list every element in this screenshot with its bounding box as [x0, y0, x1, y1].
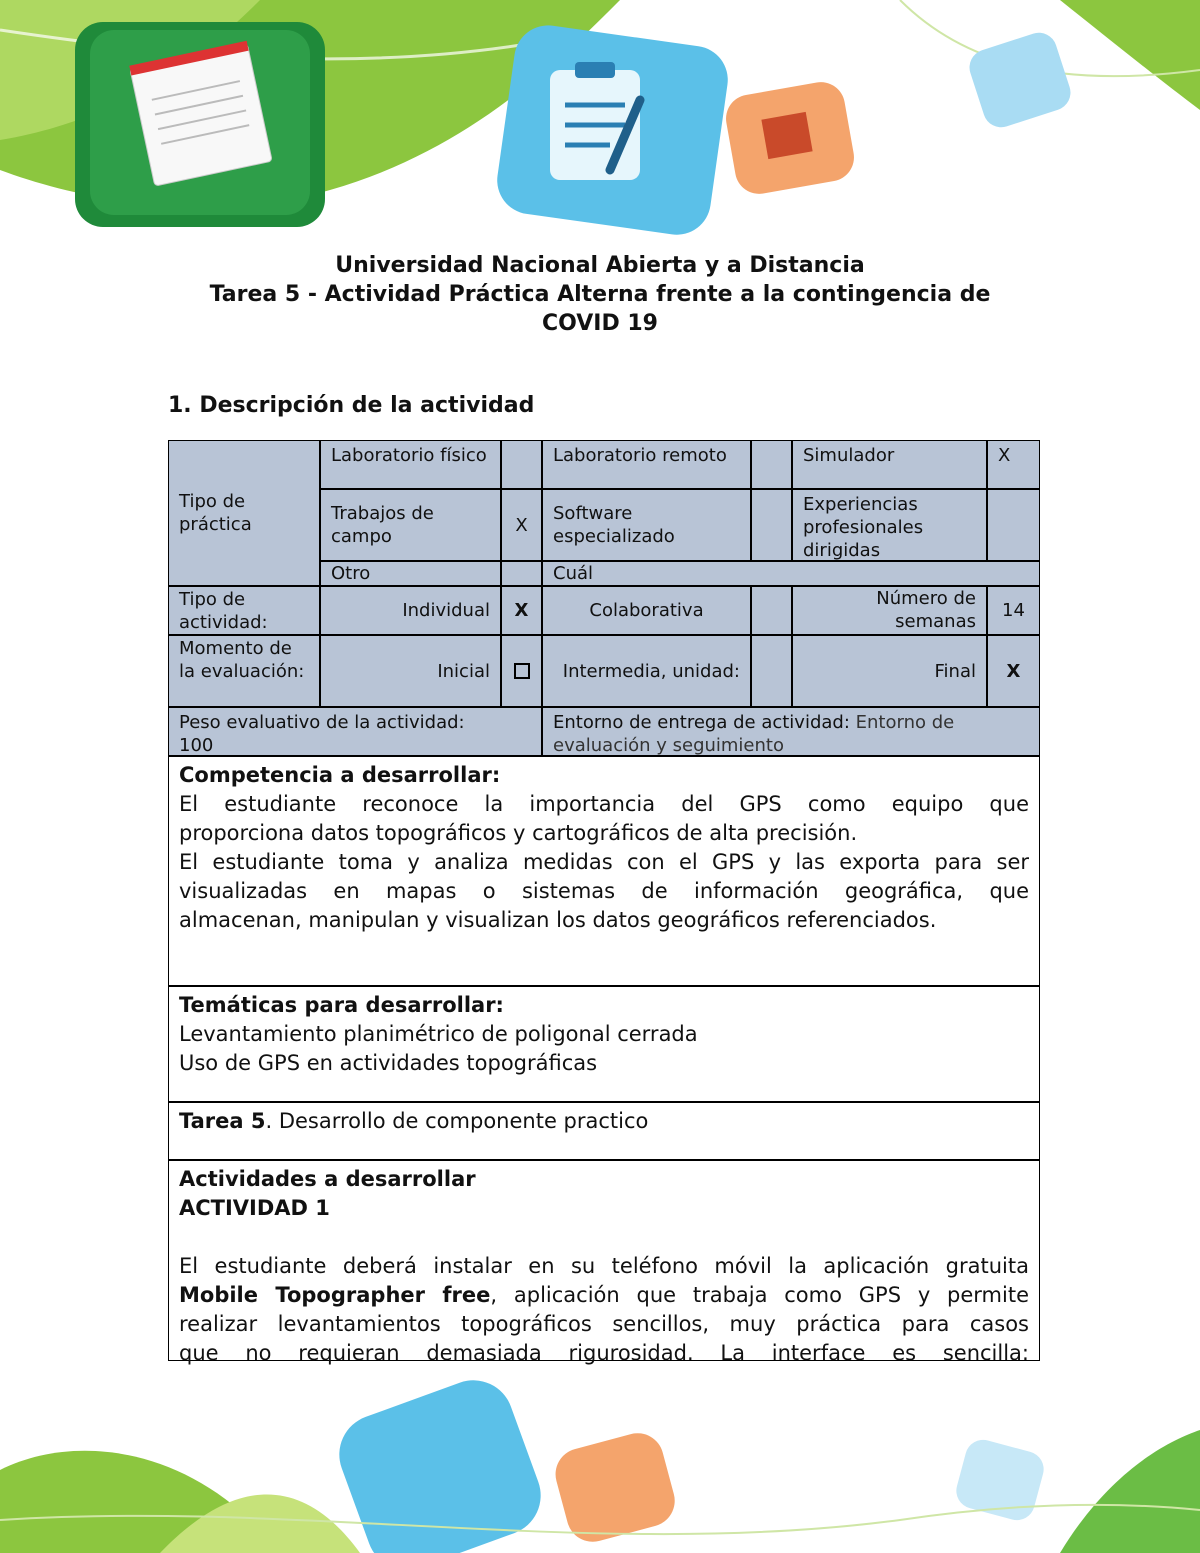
lab-remoto-mark: [751, 440, 792, 489]
competencia-title: Competencia a desarrollar:: [179, 763, 501, 787]
competencia-line: visualizadas en mapas o sistemas de información geográfica, que: [179, 879, 1029, 903]
intermedia-label: Intermedia, unidad:: [542, 635, 751, 707]
actividad-line: que no requieran demasiada rigurosidad. La interface es sencilla:: [179, 1341, 1029, 1365]
final-label: Final: [792, 635, 987, 707]
actividades-cell: [168, 1160, 1040, 1365]
blue-tile: [965, 28, 1075, 132]
competencia-line: almacenan, manipulan y visualizan los datos geográficos referenciados.: [179, 908, 937, 932]
checkbox-icon: [514, 663, 530, 679]
bottom-green-right: [1060, 1430, 1200, 1553]
competencia-line: El estudiante reconoce la importancia del GPS como equipo que: [179, 792, 1029, 816]
numero-semanas-label: Número de semanas: [792, 586, 987, 635]
tarea-label: Tarea 5: [179, 1109, 266, 1133]
momento-label: Momento de la evaluación:: [168, 635, 320, 707]
actividad-1-paragraph: [179, 1252, 1029, 1368]
individual-label: Individual: [320, 586, 501, 635]
actividad-line-2: [179, 1281, 1029, 1310]
tematica-item: Levantamiento planimétrico de poligonal cerrada: [179, 1022, 698, 1046]
colaborativa-mark: [751, 586, 792, 635]
document-title-cont: COVID 19: [541, 311, 658, 336]
bottom-orange-tile: [550, 1427, 681, 1547]
competencia-text: [179, 790, 1029, 935]
simulador-mark: X: [987, 440, 1040, 489]
individual-mark: X: [501, 586, 542, 635]
actividad-line: realizar levantamientos topográficos sencillos, muy práctica para casos: [179, 1312, 1029, 1336]
experiencias-label: Experiencias profesionales dirigidas: [792, 489, 987, 561]
peso-cell: [168, 707, 542, 756]
inicial-checkbox: [501, 635, 542, 707]
otro-mark: [501, 561, 542, 586]
trabajos-campo-mark: X: [501, 489, 542, 561]
intermedia-mark: [751, 635, 792, 707]
otro-label: Otro: [320, 561, 501, 586]
trabajos-campo-label: Trabajos de campo: [320, 489, 501, 561]
actividad-line: El estudiante deberá instalar en su teléfono móvil la aplicación gratuita: [179, 1254, 1029, 1278]
tipo-actividad-label: Tipo de actividad:: [168, 586, 320, 635]
tipo-practica-label: Tipo de práctica: [168, 440, 320, 586]
actividades-title: Actividades a desarrollar: [179, 1167, 476, 1191]
notepad-icon: [75, 22, 325, 227]
entorno-value: Entorno de evaluación y seguimiento: [553, 712, 955, 756]
peso-label: Peso evaluativo de la actividad:: [179, 712, 465, 733]
entorno-label: Entorno de entrega de actividad:: [553, 712, 850, 733]
lab-fisico-label: Laboratorio físico: [320, 440, 501, 489]
document-title: Tarea 5 - Actividad Práctica Alterna frente a la contingencia de: [209, 282, 991, 307]
competencia-line: proporciona datos topográficos y cartográficos de alta precisión.: [179, 821, 858, 845]
bottom-blue-tile: [328, 1369, 552, 1553]
competencia-line: El estudiante toma y analiza medidas con el GPS y las exporta para ser: [179, 850, 1029, 874]
tarea-text: . Desarrollo de componente practico: [265, 1109, 649, 1133]
tematicas-cell: [168, 986, 1040, 1102]
actividad-1-title: ACTIVIDAD 1: [179, 1196, 330, 1220]
tematica-item: Uso de GPS en actividades topográficas: [179, 1051, 598, 1075]
entorno-cell: [542, 707, 1040, 756]
clipboard-icon: [493, 21, 732, 239]
competencia-cell: [168, 756, 1040, 986]
final-mark: X: [987, 635, 1040, 707]
inicial-label: Inicial: [320, 635, 501, 707]
tematicas-title: Temáticas para desarrollar:: [179, 993, 504, 1017]
lab-remoto-label: Laboratorio remoto: [542, 440, 751, 489]
colaborativa-label: Colaborativa: [542, 586, 751, 635]
actividad-line-2-rest: , aplicación que trabaja como GPS y permite: [490, 1283, 1029, 1307]
top-right-green: [1060, 0, 1200, 110]
cual-label: Cuál: [542, 561, 1040, 586]
numero-semanas-value: 14: [987, 586, 1040, 635]
peso-value: 100: [179, 735, 214, 756]
app-name: Mobile Topographer free: [179, 1283, 491, 1307]
tarea-cell: [168, 1102, 1040, 1160]
simulador-label: Simulador: [792, 440, 987, 489]
section-heading: 1. Descripción de la actividad: [168, 393, 535, 418]
software-label: Software especializado: [542, 489, 751, 561]
experiencias-mark: [987, 489, 1040, 561]
lab-fisico-mark: [501, 440, 542, 489]
software-mark: [751, 489, 792, 561]
university-title: Universidad Nacional Abierta y a Distancia: [335, 253, 865, 278]
book-icon: [722, 78, 858, 197]
